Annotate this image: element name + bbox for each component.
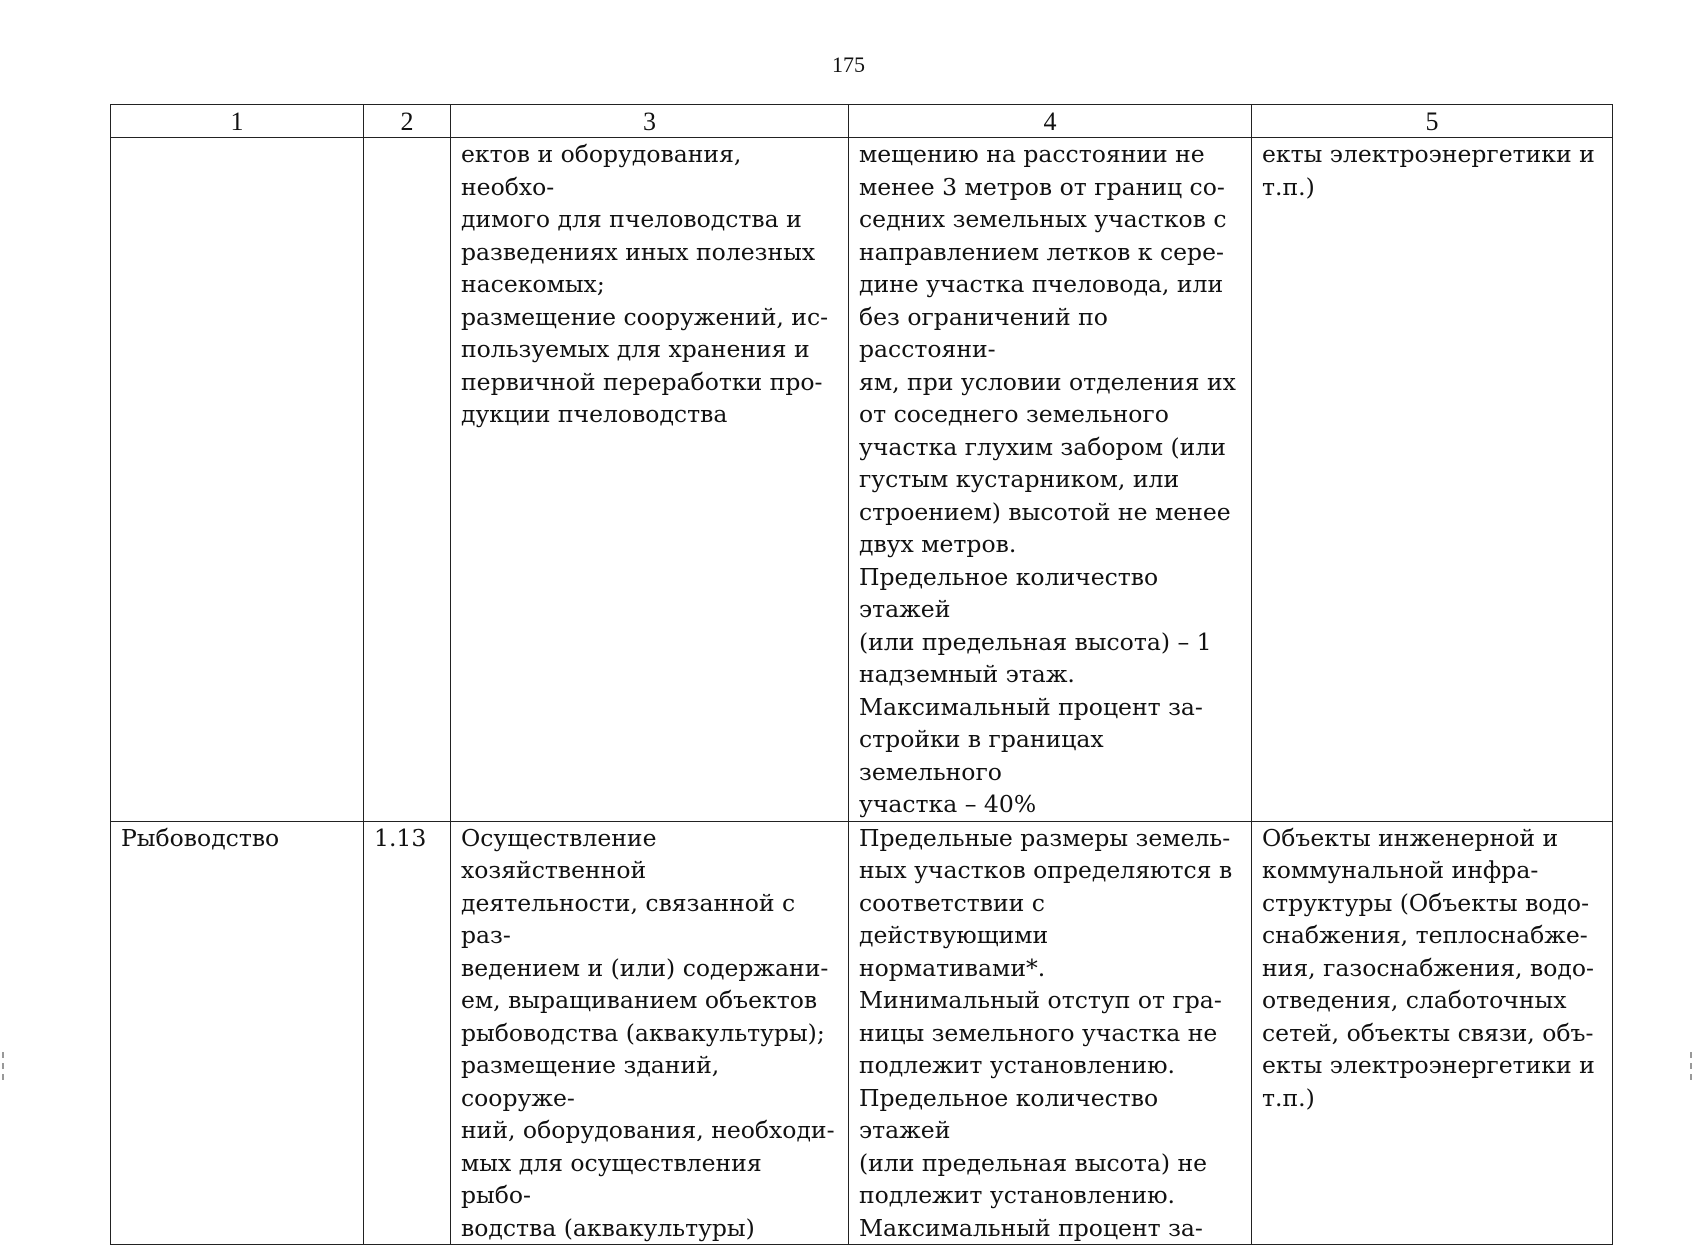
parameters-text: Предельные размеры земель- ных участков определяются в соответствии с действующими нормативами*. Минимальный отступ от гра- ницы земельного участка не подлежит установлению. Предельное количество этажей (или предельная высота) не подлежит установлению. Максимальный процент за- [859, 823, 1233, 1242]
column-header-1: 1 [111, 105, 364, 138]
use-name-text: Рыбоводство [121, 823, 280, 852]
use-name-cell [111, 821, 364, 1245]
right-scan-mark [1690, 1052, 1696, 1080]
zoning-table [110, 104, 1613, 1245]
column-header-4: 4 [849, 105, 1252, 138]
auxiliary-uses-text: екты электроэнергетики и т.п.) [1262, 140, 1595, 201]
auxiliary-uses-cell [1252, 138, 1613, 822]
use-code-cell [364, 821, 451, 1245]
column-header-3: 3 [451, 105, 849, 138]
left-scan-mark [2, 1052, 8, 1080]
use-code-text: 1.13 [374, 823, 427, 852]
auxiliary-uses-cell [1252, 821, 1613, 1245]
use-name-cell [111, 138, 364, 822]
use-description-cell [451, 138, 849, 822]
auxiliary-uses-text: Объекты инженерной и коммунальной инфра- структуры (Объекты водо- снабжения, теплоснабже- ния, газоснабжения, водо- отведения, слаботочных сетей, объекты связи, объ- екты электроэнергетики и т.п.) [1262, 823, 1595, 1112]
parameters-text: мещению на расстоянии не менее 3 метров от границ со- седних земельных участков с направлением летков к сере- дине участка пчеловода, или без ограничений по расстояни- ям, при условии отделения их от соседнего земельного участка глухим забором (или густым кустарником, или строением) высотой не менее двух метров. Предельное количество этажей (или предельная высота) – 1 надземный этаж. Максимальный процент за- стройки в границах земельного участка – 40% [859, 140, 1236, 818]
parameters-cell [849, 821, 1252, 1245]
page-number: 175 [832, 52, 865, 77]
table-row [111, 138, 1613, 822]
use-description-text: ектов и оборудования, необхо- димого для пчеловодства и разведениях иных полезных насекомых; размещение сооружений, ис- пользуемых для хранения и первичной переработки про- дукции пчеловодства [461, 140, 829, 428]
column-header-5: 5 [1252, 105, 1613, 138]
use-description-text: Осуществление хозяйственной деятельности, связанной с раз- ведением и (или) содержани- ем, выращиванием объектов рыбоводства (аквакультуры); размещение зданий, сооруже- ний, оборудования, необходи- мых для осуществления рыбо- водства (аквакультуры) [461, 823, 835, 1242]
use-code-cell [364, 138, 451, 822]
parameters-cell [849, 138, 1252, 822]
column-header-2: 2 [364, 105, 451, 138]
table-row [111, 821, 1613, 1245]
table-header-row [111, 105, 1613, 138]
use-description-cell [451, 821, 849, 1245]
